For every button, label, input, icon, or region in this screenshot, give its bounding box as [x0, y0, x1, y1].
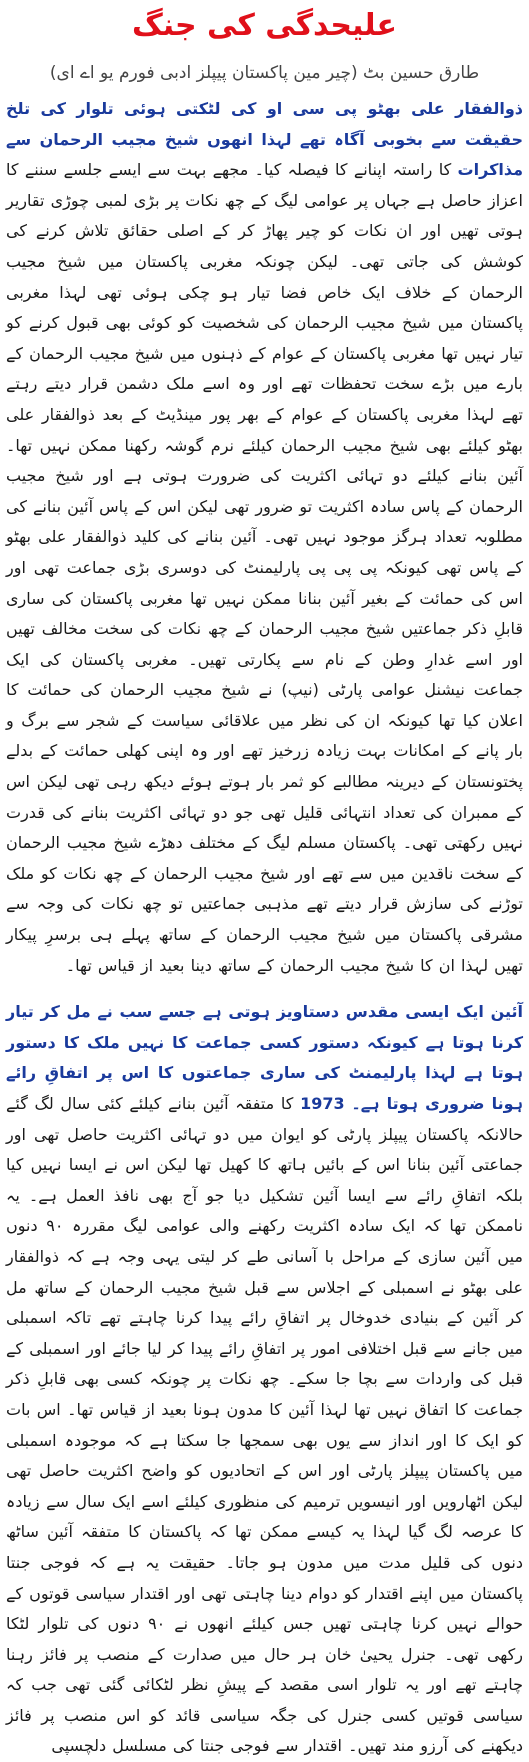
year-highlight: 1973 — [300, 1094, 345, 1113]
paragraph-1-text: کا راستہ اپنانے کا فیصلہ کیا۔ مجھے بہت سے ایسے جلسے سننے کا اعزاز حاصل ہے جہاں پر عوامی لیگ کے چھ نکات پر بڑی لمبی چوڑی تقاریر ہوتی تھیں اور ان نکات کو چیر پھاڑ کر کے اصلی حقائق تلاش کرنے کی کوشش کی جاتی تھی۔ لیکن چونکہ مغربی پاکستان میں شیخ مجیب الرحمان کے خلاف ایک خاص فضا تیار ہو چکی ہوئی تھی لہذا مغربی پاکستان میں شیخ مجیب الرحمان کی شخصیت کو کوئی بھی قبول کرنے کو تیار نہیں تھا مغربی پاکستان کے عوام کے ذہنوں میں شیخ مجیب الرحمان کے بارے میں بڑے سخت تحفظات تھے اور وہ اسے ملک دشمن قرار دیتے رہتے تھے لہذا مغربی پاکستان کے عوام کے بھر پور مینڈیٹ کے بعد ذوالفقار علی بھٹو کیلئے بھی شیخ مجیب الرحمان کیلئے نرم گوشہ رکھنا ممکن نہیں تھا۔ آئین بنانے کیلئے دو تہائی اکثریت کی ضرورت ہوتی ہے اور شیخ مجیب الرحمان کے پاس سادہ اکثریت تو ضرور تھی لیکن اس کے پاس آئین بنانے کی مطلوبہ تعداد ہرگز موجود نہیں تھی۔ آئین بنانے کی کلید ذوالفقار علی بھٹو کے پاس تھی کیونکہ پی پی پی پارلیمنٹ کی دوسری بڑی جماعت تھی اور اس کی حمائت کے بغیر آئین بنانا ممکن نہیں تھا مغربی پاکستان کی ساری قابلِ ذکر جماعتیں شیخ مجیب الرحمان کے چھ نکات کی سخت مخالف تھیں اور اسے غدارِ وطن کے نام سے پکارتی تھیں۔ مغربی پاکستان کی ایک جماعت نیشنل عوامی پارٹی (نیپ) نے شیخ مجیب الرحمان کی حمائت کا اعلان کیا تھا کیونکہ ان کی نظر میں علاقائی سیاست کے شجر سے برگ و بار پانے کے امکانات بہت زیادہ زرخیز تھے اور وہ اپنی کھلی حمائت کے بدلے پختونستان کے دیرینہ مطالبے کو ثمر بار ہوتے ہوئے دیکھ رہی تھی لیکن اس کے ممبران کی تعداد انتہائی قلیل تھی جو دو تہائی اکثریت بنانے کی قدرت نہیں رکھتی تھی۔ پاکستان مسلم لیگ کے مختلف دھڑے شیخ مجیب الرحمان کے سخت ناقدین میں سے تھے اور شیخ مجیب الرحمان کے چھ نکات کو ملک توڑنے کی سازش قرار دیتے تھے مذہبی جماعتیں تو چھ نکات کی وجہ سے مشرقی پاکستان میں شیخ مجیب الرحمان کے ساتھ پہلے ہی برسرِ پیکار تھیں لہذا ان کا شیخ مجیب الرحمان کے ساتھ دینا بعید از قیاس تھا۔ — [6, 160, 523, 975]
paragraph-1-lead: ذوالفقار علی بھٹو پی سی او کی لٹکتی ہوئی تلوار کی تلخ حقیقت سے بخوبی آگاہ تھے لہذا انھوں شیخ مجیب الرحمان سے مذاکرات — [6, 99, 523, 180]
paragraph-1 — [6, 94, 523, 981]
article-body — [6, 94, 523, 1762]
paragraph-2-lead: آئین ایک ایسی مقدس دستاویز ہوتی ہے جسے سب نے مل کر تیار کرنا ہوتا ہے کیونکہ دستور کسی جماعت کا نہیں ملک کا دستور ہوتا ہے لہذا پارلیمنٹ کی ساری جماعتوں کا اس پر اتفاقِ رائے ہونا ضروری ہوتا ہے۔ — [6, 1002, 523, 1113]
author-byline: طارق حسین بٹ (چیر مین پاکستان پیپلز ادبی فورم یو اے ای) — [49, 63, 480, 83]
paragraph-2 — [6, 997, 523, 1762]
article-title: علیحدگی کی جنگ — [131, 8, 397, 43]
paragraph-2-text: کا متفقہ آئین بنانے کیلئے کئی سال لگ گئے حالانکہ پاکستان پیپلز پارٹی کو ایوان میں دو تہائی اکثریت حاصل تھی اور جماعتی آئین بنانا اس کے بائیں ہاتھ کا کھیل تھا لیکن اس نے ایسا نہیں کیا بلکہ اتفاقِ رائے سے ایسا آئین تشکیل دیا جو آج بھی نافذ العمل ہے۔ یہ ناممکن تھا کہ ایک سادہ اکثریت رکھنے والی عوامی لیگ مقررہ ۹۰ دنوں میں آئین سازی کے مراحل با آسانی طے کر لیتی یہی وجہ ہے کہ ذوالفقار علی بھٹو نے اسمبلی کے اجلاس سے قبل شیخ مجیب الرحمان کے ساتھ مل کر آئین کے بنیادی خدوخال پر اتفاقِ رائے پیدا کرنا چاہتے تھے تاکہ اسمبلی میں جانے سے قبل اختلافی امور پر اتفاقِ رائے پیدا کر لیا جائے اور اسمبلی کے قبل کی واردات سے بچا جا سکے۔ چھ نکات پر چونکہ کسی بھی قابلِ ذکر جماعت کا اتفاق نہیں تھا لہذا آئین کا مدون ہونا بعید از قیاس تھا۔ اس بات کو ایک کا اور انداز سے یوں بھی سمجھا جا سکتا ہے کہ موجودہ اسمبلی میں پاکستان پیپلز پارٹی اور اس کے اتحادیوں کو واضح اکثریت حاصل تھی لیکن اٹھارویں اور انیسویں ترمیم کی منظوری کیلئے اسے ایک سال سے زیادہ کا عرصہ لگ گیا لہذا یہ کیسے ممکن تھا کہ پاکستان کا متفقہ آئین ساٹھ دنوں کی قلیل مدت میں مدون ہو جاتا۔ حقیقت یہ ہے کہ فوجی جنتا پاکستان میں اپنے اقتدار کو دوام دینا چاہتی تھی اور اقتدار سیاسی قوتوں کے حوالے نہیں کرنا چاہتی تھیں جس کیلئے انھوں نے ۹۰ دنوں کی تلوار لٹکا رکھی تھی۔ جنرل یحییٰ خان ہر حال میں صدارت کے منصب پر فائز رہنا چاہتے تھے اور یہ تلوار اسی مقصد کے پیشِ نظر لٹکائی گئی تھی جب کہ سیاسی قوتیں کسی جنرل کی جگہ سیاسی قائد کو اس منصب پر فائز دیکھنے کی آرزو مند تھیں۔ اقتدار سے فوجی جنتا کی مسلسل دلچسپی — [6, 1094, 523, 1756]
